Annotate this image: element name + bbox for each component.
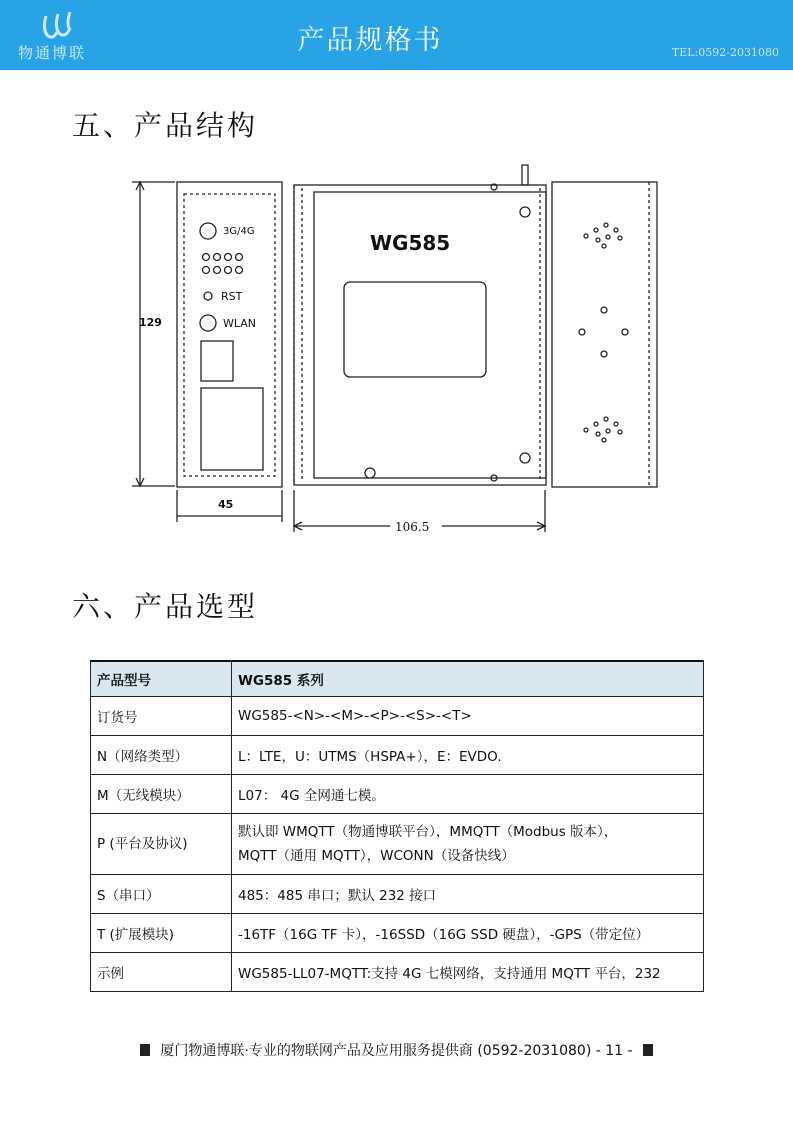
footer-square-icon [643, 1044, 653, 1056]
table-cell-value [232, 814, 704, 875]
table-cell-value: L：LTE，U：UTMS（HSPA+），E：EVDO. [232, 736, 704, 775]
label-3g4g: 3G/4G [223, 226, 255, 237]
table-cell-label: S（串口） [91, 875, 232, 914]
dimension-width: 45 [218, 498, 234, 511]
table-cell-value: -16TF（16G TF 卡），-16SSD（16G SSD 硬盘），-GPS（带定位） [232, 914, 704, 953]
label-rst: RST [221, 290, 243, 303]
table-row [91, 953, 704, 992]
table-cell-value: WG585-<N>-<M>-<P>-<S>-<T> [232, 697, 704, 736]
section-title-structure: 五、产品结构 [72, 109, 259, 142]
table-cell-label: 订货号 [91, 697, 232, 736]
product-selection-table [90, 660, 704, 992]
table-cell-line: 默认即 WMQTT（物通博联平台），MMQTT（Modbus 版本）， [238, 824, 618, 840]
table-cell-label: T (扩展模块) [91, 914, 232, 953]
header-phone: TEL:0592-2031080 [671, 46, 779, 59]
table-cell-label: 产品型号 [91, 661, 232, 697]
table-row [91, 914, 704, 953]
logo-text: 物通博联 [18, 44, 87, 62]
dimension-length: 106.5 [395, 520, 430, 534]
table-row [91, 875, 704, 914]
table-cell-value: WG585-LL07-MQTT:支持 4G 七模网络，支持通用 MQTT 平台，232 [232, 953, 704, 992]
table-row [91, 697, 704, 736]
product-structure-diagram [120, 160, 680, 545]
table-cell-label: 示例 [91, 953, 232, 992]
table-cell-label: N（网络类型） [91, 736, 232, 775]
table-row [91, 661, 704, 697]
page-number: - 11 - [595, 1043, 633, 1059]
section-title-selection: 六、产品选型 [72, 590, 259, 623]
page-header [0, 0, 793, 70]
document-title: 产品规格书 [297, 25, 443, 56]
table-cell-label: M（无线模块） [91, 775, 232, 814]
table-cell-line: MQTT（通用 MQTT），WCONN（设备快线） [238, 848, 515, 864]
dimension-height: 129 [139, 316, 162, 329]
model-label: WG585 [370, 231, 451, 255]
footer-square-icon [140, 1044, 150, 1056]
table-row [91, 736, 704, 775]
label-wlan: WLAN [223, 317, 257, 330]
footer-text: 厦门物通博联·专业的物联网产品及应用服务提供商 (0592-2031080) [160, 1043, 592, 1059]
table-cell-value: L07： 4G 全网通七模。 [232, 775, 704, 814]
table-cell-value: 485：485 串口；默认 232 接口 [232, 875, 704, 914]
table-row [91, 775, 704, 814]
table-cell-label: P (平台及协议) [91, 814, 232, 875]
table-cell-value: WG585 系列 [232, 661, 704, 697]
page-footer [0, 1040, 793, 1060]
table-row [91, 814, 704, 875]
